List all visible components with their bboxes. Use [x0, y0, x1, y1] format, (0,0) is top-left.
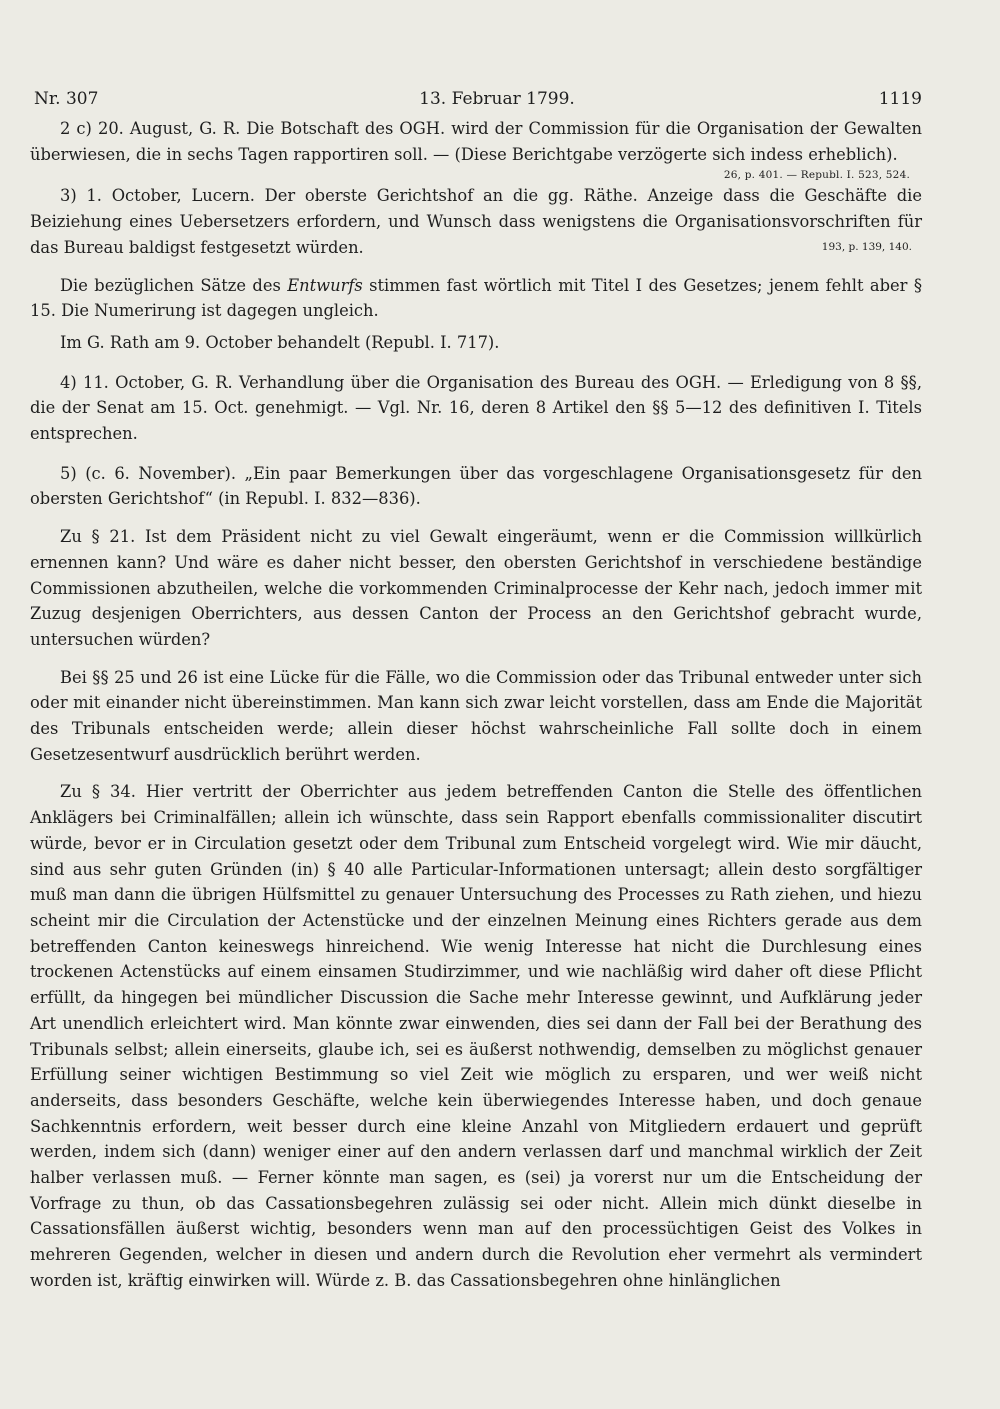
- page-header: [34, 84, 922, 114]
- document-number: Nr. 307: [34, 89, 99, 109]
- source-reference: 193, p. 139, 140.: [821, 240, 912, 253]
- paragraph-bei-25-26: Bei §§ 25 und 26 ist eine Lücke für die Fälle, wo die Commission oder das Tribunal entweder unter sich oder mit einander nicht übereinstimmen. Man kann sich zwar leicht vorstellen, dass am Ende die Majorität des Tribunals entscheiden werde; allein dieser höchst wahrscheinliche Fall sollte doch in einem Gesetzesentwurf ausdrücklich berührt werden.: [30, 667, 922, 764]
- paragraph-2c: 2 c) 20. August, G. R. Die Botschaft des OGH. wird der Commission für die Organisation der Gewalten überwiesen, die in sechs Tagen rapportiren soll. — (Diese Berichtgabe verzögerte sich indess erheblich).: [30, 119, 922, 164]
- source-reference: 26, p. 401. — Republ. I. 523, 524.: [723, 169, 910, 182]
- emphasis-entwurfs: Entwurfs: [287, 275, 363, 295]
- page-body: [30, 116, 922, 1294]
- paragraph-4: 4) 11. October, G. R. Verhandlung über die Organisation des Bureau des OGH. — Erledigung von 8 §§, die der Senat am 15. Oct. genehmigt. — Vgl. Nr. 16, deren 8 Artikel den §§ 5—12 des definitiven I. Titels entsprechen.: [30, 372, 922, 444]
- paragraph-3-text: 3) 1. October, Lucern. Der oberste Gerichtshof an die gg. Räthe. Anzeige dass die Geschäfte die Beiziehung eines Uebersetzers erfordern, und Wunsch dass wenigstens die Organisationsvorschriften für das Bureau baldigst festgesetzt würden.: [30, 186, 922, 257]
- paragraph-note: Die bezüglichen Sätze des Entwurfs stimmen fast wörtlich mit Titel I des Gesetzes; jenem fehlt aber § 15. Die Numerirung ist dagegen ungleich.: [30, 275, 922, 321]
- page-number: 1119: [878, 89, 922, 109]
- paragraph-zu-34: Zu § 34. Hier vertritt der Oberrichter aus jedem betreffenden Canton die Stelle des öffentlichen Anklägers bei Criminalfällen; allein ich wünschte, dass sein Rapport ebenfalls commissionaliter discutirt würde, bevor er in Circulation gesetzt oder dem Tribunal zum Entscheid vorgelegt wird. Wie mir däucht, sind aus sehr guten Gründen (in) § 40 alle Particular-Informationen untersagt; allein desto sorgfältiger muß man dann die übrigen Hülfsmittel zu genauer Untersuchung des Processes zu Rath ziehen, und hiezu scheint mir die Circulation der Actenstücke und der einzelnen Meinung eines Richters gerade aus dem betreffenden Canton keineswegs hinreichend. Wie wenig Interesse hat nicht die Durchlesung eines trockenen Actenstücks auf einem einsamen Studirzimmer, und wie nachläßig wird daher oft diese Pflicht erfüllt, da hingegen bei mündlicher Discussion die Sache mehr Interesse gewinnt, und Aufklärung jeder Art unendlich erleichtert wird. Man könnte zwar einwenden, dies sei dann der Fall bei der Berathung des Tribunals selbst; allein einerseits, glaube ich, sei es äußerst nothwendig, demselben zu möglichst genauer Erfüllung seiner wichtigen Bestimmung so viel Zeit wie möglich zu ersparen, und wer weiß nicht anderseits, dass besonders Geschäfte, welche kein überwiegendes Interesse haben, und doch genaue Sachkenntnis erfordern, weit besser durch eine kleine Anzahl von Mitgliedern erdauert und geprüft werden, indem sich (dann) weniger einer auf den andern verlassen darf und manchmal wirklich der Zeit halber verlassen muß. — Ferner könnte man sagen, es (sei) ja vorerst nur um die Entscheidung der Vorfrage zu thun, ob das Cassationsbegehren zulässig sei oder nicht. Allein mich dünkt dieselbe in Cassationsfällen äußerst wichtig, besonders wenn man auf den processüchtigen Geist des Volkes in mehreren Gegenden, welcher in diesen und andern durch die Revolution eher vermehrt als vermindert worden ist, kräftig einwirken will. Würde z. B. das Cassationsbegehren ohne hinlänglichen: [30, 782, 922, 1290]
- header-date: 13. Februar 1799.: [419, 89, 575, 109]
- paragraph-zu-21: Zu § 21. Ist dem Präsident nicht zu viel Gewalt eingeräumt, wenn er die Commission willkürlich ernennen kann? Und wäre es daher nicht besser, den obersten Gerichtshof in verschiedene beständige Commissionen abzutheilen, welche die vorkommenden Criminalprocesse der Kehr nach, jedoch immer mit Zuzug desjenigen Oberrichters, aus dessen Canton der Process an den Gerichtshof gebracht wurde, untersuchen würden?: [30, 527, 922, 649]
- paragraph-5: 5) (c. 6. November). „Ein paar Bemerkungen über das vorgeschlagene Organisationsgesetz für den obersten Gerichtshof“ (in Republ. I. 832—836).: [30, 463, 922, 509]
- paragraph-3: [30, 183, 922, 260]
- paragraph-grath: Im G. Rath am 9. October behandelt (Republ. I. 717).: [60, 332, 500, 352]
